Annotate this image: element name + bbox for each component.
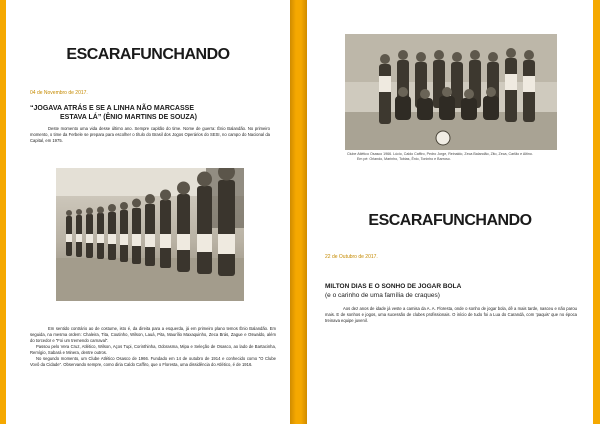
left-page-date: 04 de Novembro de 2017.: [30, 90, 88, 96]
caption-line-1: Clube Atlético Osasco 1966. Lúcio, Caldo Caffiro, Pedro Jorge, Reinaldo, Zeca Balandão, Zito, Zeca, Carlão e Altino.: [347, 152, 533, 156]
left-paragraph-3: No segundo momento, um Clube Atlético Osasco de 1966. Fundado em 14 de outubro de 1914 e conhecido como “O Clube Vovô da Cidade”. Observando sempre, como diria Caldo Caffiro, que o Floresta, uma dissidência do Atlético, é de 1916.: [30, 356, 276, 367]
team-group-photo: [345, 34, 557, 150]
right-page: [307, 0, 593, 424]
spine-shadow: [290, 0, 296, 424]
left-paragraph-2: Passou pelo Vera Cruz, Atlético, Wilson, Aços Tupi, Corinthinha, Odorasma, Mipa e Seleção de Osasco, ao lado de Bartacinha, Remígio, Sabará e Minera, dentre outros.: [30, 344, 276, 355]
right-page-headline: [325, 282, 585, 300]
right-page-title: ESCARAFUNCHANDO: [368, 212, 532, 229]
right-page-date: 22 de Outubro de 2017.: [325, 254, 378, 260]
left-page-title: ESCARAFUNCHANDO: [66, 46, 230, 63]
team-group-photo-image: [345, 34, 557, 150]
left-paragraph-1: Em sentido contrário ao de costume, isto é, da direita para a esquerda, já em primeiro plano temos Ênio Balandão. Em seguida, na mesma ordem: Chaleira, Tita, Coutinho, Wilson, Lauá, Pita, Maurílio Maxaquinho, Zeca Brás, Zague e Oswaldo, além do torcedor e “Foi um tremendo carnaval”.: [30, 326, 276, 343]
group-photo-caption: [347, 152, 557, 162]
right-body-text: [325, 306, 577, 324]
left-headline-line1: “JOGAVA ATRÁS E SE A LINHA NÃO MARCASSE: [30, 105, 194, 112]
right-headline-line2: (e o carinho de uma família de craques): [325, 292, 440, 299]
right-paragraph-1: Aos dez anos de idade já veste a camisa da A. A. Floresta, onde o sonho de jogar bola, dê a mais tarde, nasceu e não parou mais. E de sonhos e jogos, uma sucessão de clubes profissionais. O início de tudo foi a Lua do Carandá, com ‘paquis’ que no época treinava equipe juvenil.: [325, 306, 577, 323]
left-page-headline: [30, 104, 280, 122]
right-headline-line1: MILTON DIAS E O SONHO DE JOGAR BOLA: [325, 283, 462, 290]
left-body-text: [30, 326, 276, 368]
caption-line-2: Em pé: Orlando, Marinho, Tobias, Ênio, Toninho e Barroso.: [357, 157, 451, 161]
left-intro-text: [30, 126, 270, 144]
left-page: [6, 0, 290, 424]
left-headline-line2: ESTAVA LÁ” (ÊNIO MARTINS DE SOUZA): [60, 114, 198, 121]
left-intro-paragraph: Deste momento uma vida desse último ano. Sempre capitão do time. Nome de guerra: Ênio Balandão. No primeiro momento, o time da Ferbele se prepara para escolher o título do Brasil dos Jogos Operários do SESI, no campo do Nacional da Capital, em 1975.: [30, 126, 270, 143]
team-lineup-photo-image: [56, 168, 244, 301]
team-lineup-photo: [56, 168, 244, 301]
